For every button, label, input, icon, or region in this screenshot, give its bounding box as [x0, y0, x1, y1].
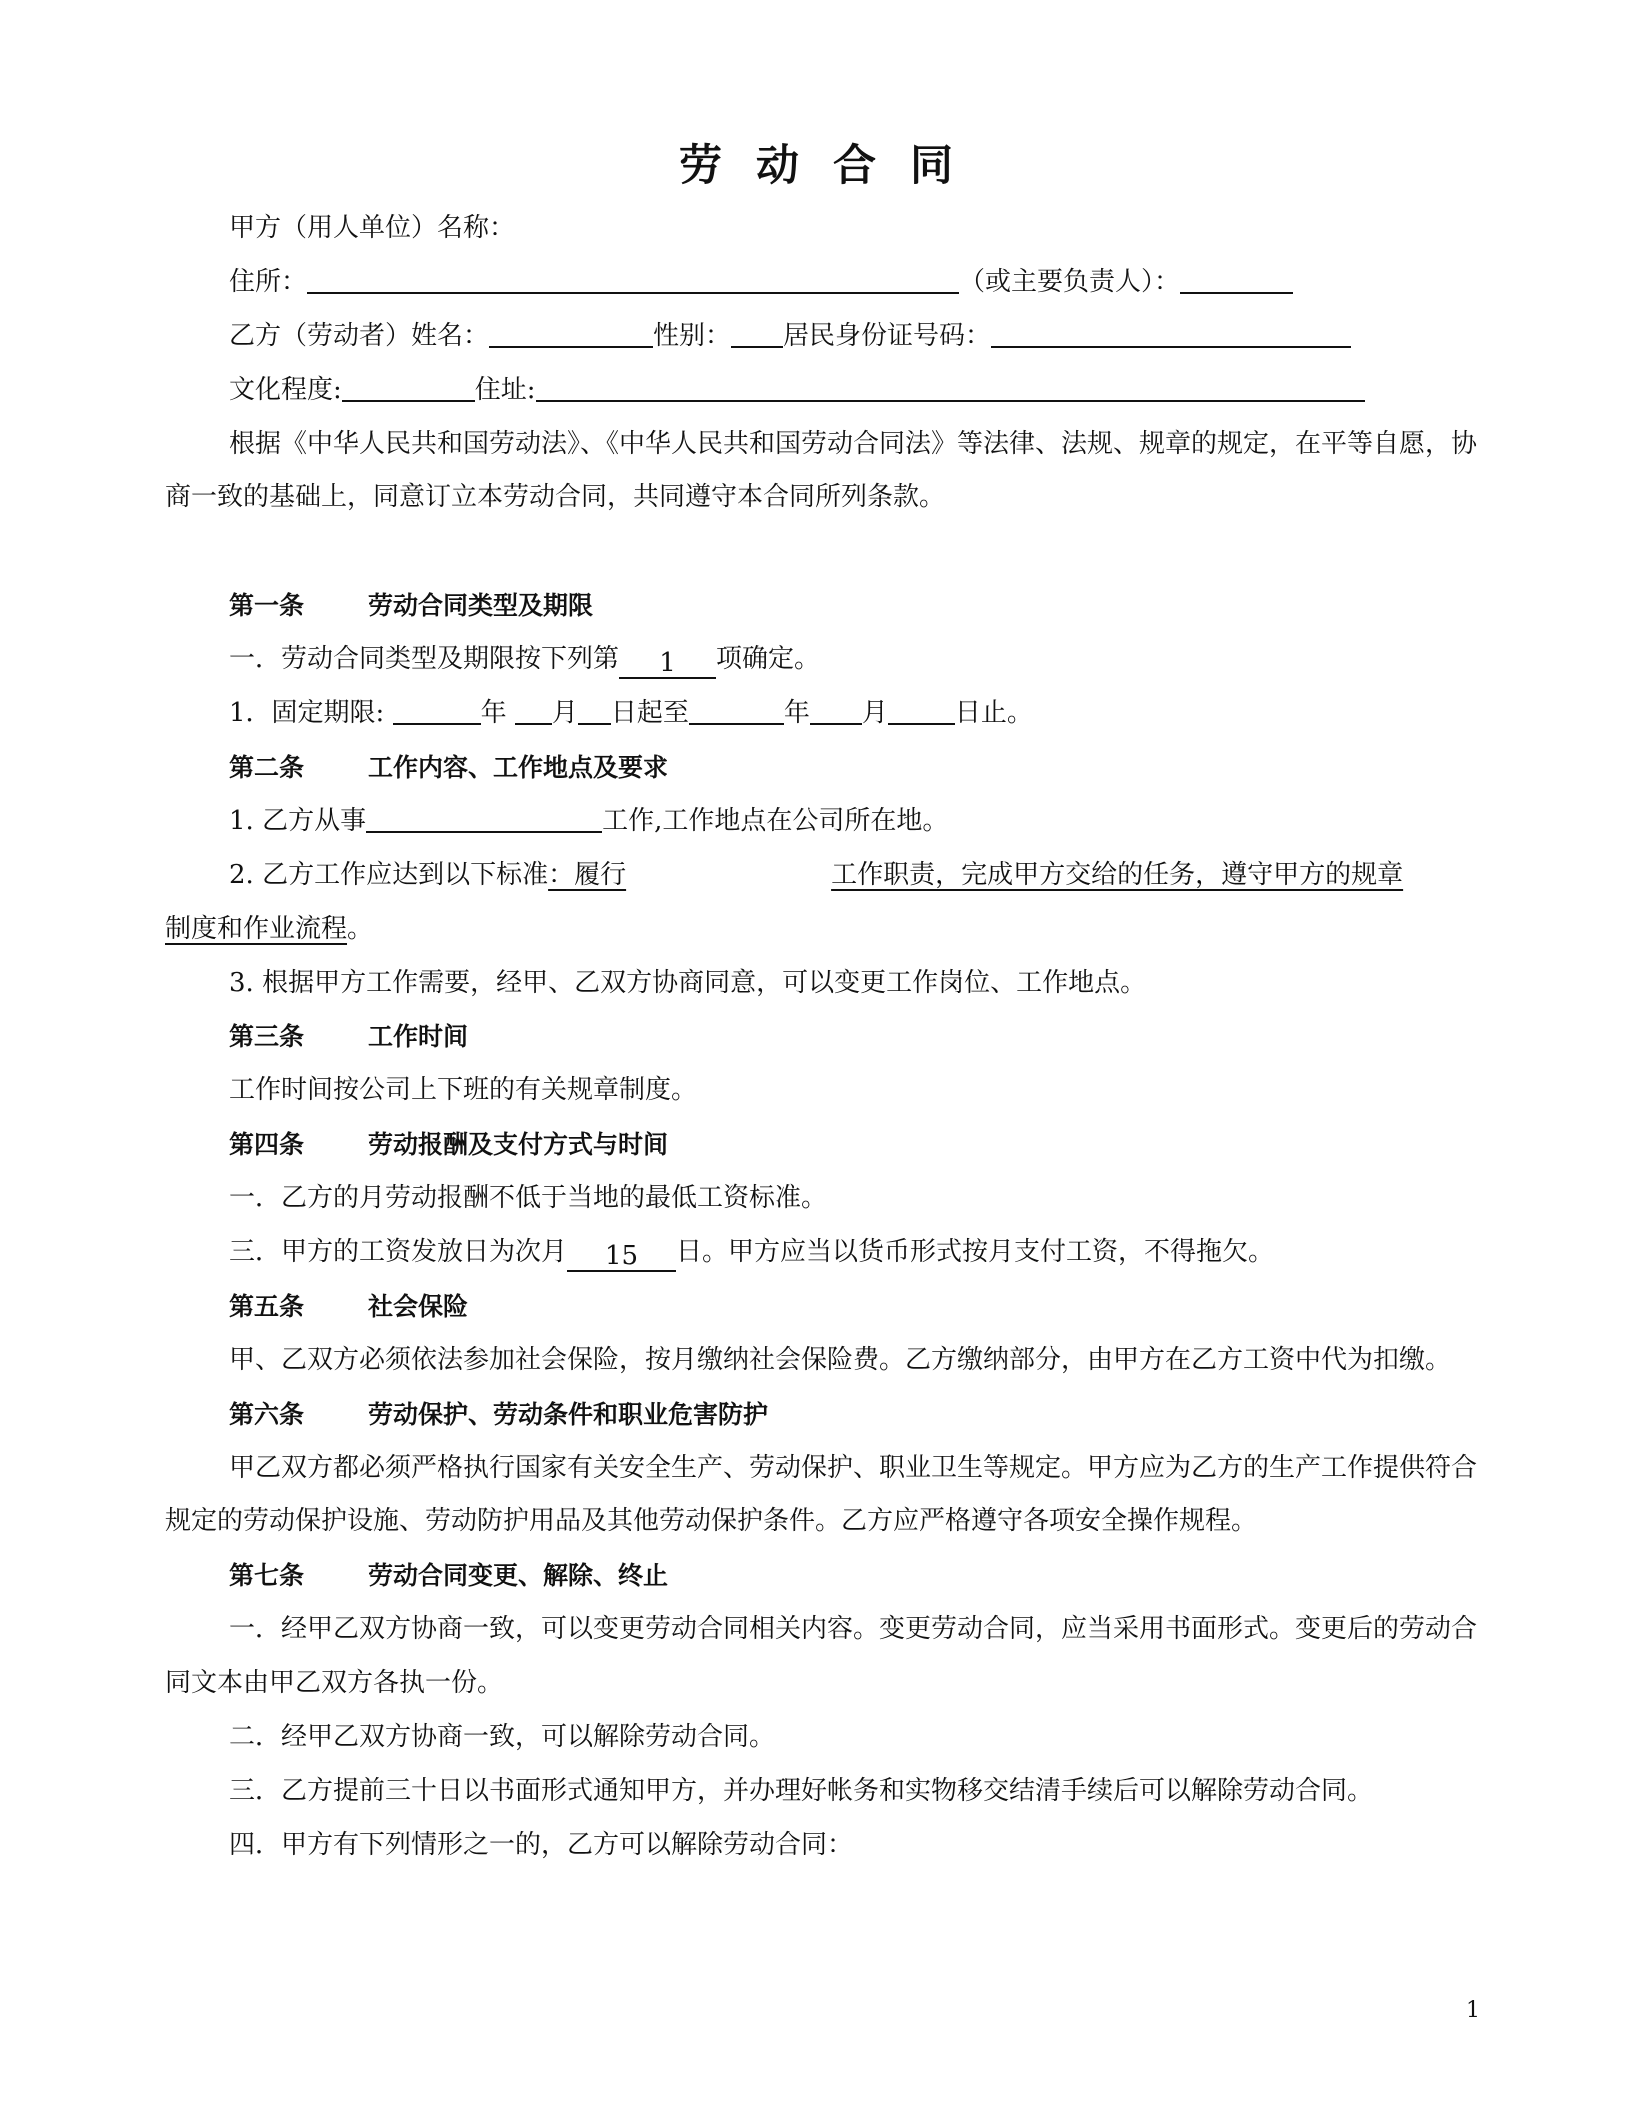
- id-blank[interactable]: [991, 318, 1351, 348]
- article-title: 劳动保护、劳动条件和职业危害防护: [368, 1399, 769, 1429]
- job-blank[interactable]: [366, 803, 602, 833]
- article-1-line-1: [165, 633, 1477, 687]
- article-title: 社会保险: [368, 1291, 469, 1321]
- text: 日止。: [954, 698, 1033, 729]
- end-month-blank[interactable]: [810, 695, 862, 725]
- payday-blank[interactable]: 15: [567, 1242, 676, 1272]
- article-number: 第一条: [229, 591, 305, 621]
- article-2-line-1: [165, 795, 1477, 849]
- article-title: 工作内容、工作地点及要求: [368, 752, 669, 782]
- article-7-paragraph-1: 一．经甲乙双方协商一致，可以变更劳动合同相关内容。变更劳动合同，应当采用书面形式。变更后的劳动合同文本由甲乙双方各执一份。: [165, 1614, 1478, 1699]
- text: 年: [783, 698, 810, 729]
- start-day-blank[interactable]: [578, 695, 611, 725]
- article-2-line-3: 3. 根据甲方工作需要，经甲、乙双方协商同意，可以变更工作岗位、工作地点。: [229, 967, 1147, 998]
- start-year-blank[interactable]: [393, 695, 481, 725]
- party-a-line: [165, 202, 1477, 256]
- start-month-blank[interactable]: [515, 695, 552, 725]
- preamble: 根据《中华人民共和国劳动法》、《中华人民共和国劳动合同法》等法律、法规、规章的规定，在平等自愿，协商一致的基础上，同意订立本劳动合同，共同遵守本合同所列条款。: [165, 428, 1478, 513]
- text: 2. 乙方工作应达到以下标准: [229, 859, 549, 890]
- article-1-line-2: [165, 687, 1477, 741]
- article-title: 劳动报酬及支付方式与时间: [368, 1130, 669, 1160]
- text: 日。甲方应当以货币形式按月支付工资，不得拖欠。: [676, 1236, 1275, 1267]
- end-year-blank[interactable]: [689, 695, 784, 725]
- contract-type-blank[interactable]: 1: [619, 649, 716, 679]
- article-number: 第三条: [229, 1022, 305, 1052]
- address-label: 住所：: [229, 266, 308, 297]
- article-4-line-1: 一．乙方的月劳动报酬不低于当地的最低工资标准。: [229, 1183, 828, 1214]
- name-blank[interactable]: [489, 318, 653, 348]
- residence-blank[interactable]: [536, 372, 1365, 402]
- page-number: 1: [1466, 1998, 1480, 2023]
- article-2-heading: [165, 741, 1477, 795]
- article-6-heading: [165, 1388, 1477, 1442]
- gender-label: 性别：: [653, 320, 732, 351]
- standard-underlined: [548, 860, 1403, 890]
- article-6-paragraph: 甲乙双方都必须严格执行国家有关安全生产、劳动保护、职业卫生等规定。甲方应为乙方的生产工作提供符合规定的劳动保护设施、劳动防护用品及其他劳动保护条件。乙方应严格遵守各项安全操作规程。: [165, 1452, 1478, 1537]
- article-number: 第七条: [229, 1561, 305, 1591]
- text: 1. 乙方从事: [229, 805, 367, 836]
- text: 项确定。: [716, 644, 821, 675]
- article-7-line-3: 三．乙方提前三十日以书面形式通知甲方，并办理好帐务和实物移交结清手续后可以解除劳动合同。: [229, 1775, 1374, 1806]
- article-title: 工作时间: [368, 1022, 469, 1052]
- article-title: 劳动合同类型及期限: [368, 591, 594, 621]
- text: 月: [861, 698, 888, 729]
- article-7-heading: [165, 1549, 1477, 1603]
- article-4-heading: [165, 1118, 1477, 1172]
- article-3-heading: [165, 1010, 1477, 1064]
- address-blank[interactable]: [307, 264, 959, 294]
- article-5-paragraph: 甲、乙双方必须依法参加社会保险，按月缴纳社会保险费。乙方缴纳部分，由甲方在乙方工资中代为扣缴。: [229, 1344, 1452, 1375]
- article-number: 第五条: [229, 1291, 305, 1321]
- article-5-heading: [165, 1280, 1477, 1334]
- text: 1．固定期限:: [229, 698, 385, 729]
- education-line: [165, 364, 1477, 418]
- id-label: 居民身份证号码：: [783, 320, 992, 351]
- text: 工作职责，完成甲方交给的任务，遵守甲方的规章: [831, 859, 1404, 890]
- text: 日起至: [610, 698, 689, 729]
- text: 工作,工作地点在公司所在地。: [602, 805, 949, 836]
- article-7-line-2: 二．经甲乙双方协商一致，可以解除劳动合同。: [229, 1722, 776, 1753]
- article-1-heading: [165, 579, 1477, 633]
- article-4-line-2: [165, 1226, 1477, 1280]
- party-a-label: 甲方（用人单位）名称：: [229, 213, 516, 243]
- article-title: 劳动合同变更、解除、终止: [368, 1561, 669, 1591]
- article-7-line-4: 四．甲方有下列情形之一的，乙方可以解除劳动合同：: [229, 1829, 854, 1860]
- education-blank[interactable]: [342, 372, 475, 402]
- responsible-blank[interactable]: [1180, 264, 1293, 294]
- responsible-label: （或主要负责人）：: [959, 266, 1181, 297]
- text: 月: [551, 698, 578, 729]
- text: 一．劳动合同类型及期限按下列第: [229, 644, 620, 675]
- end-day-blank[interactable]: [888, 695, 955, 725]
- gender-blank[interactable]: [731, 318, 783, 348]
- party-b-line: [165, 310, 1477, 364]
- spacer: [165, 525, 1477, 579]
- text: 年: [480, 698, 507, 729]
- document-title: 劳动合同: [679, 141, 987, 191]
- text: 三．甲方的工资发放日为次月: [229, 1236, 568, 1267]
- article-number: 第二条: [229, 752, 305, 782]
- article-3-line-1: 工作时间按公司上下班的有关规章制度。: [229, 1075, 698, 1106]
- address-line: [165, 256, 1477, 310]
- education-label: 文化程度:: [229, 374, 342, 405]
- article-number: 第四条: [229, 1130, 305, 1160]
- residence-label: 住址:: [474, 374, 536, 405]
- party-b-label: 乙方（劳动者）姓名：: [229, 320, 490, 351]
- text: 。: [347, 913, 374, 944]
- text: 制度和作业流程: [165, 913, 348, 944]
- article-number: 第六条: [229, 1399, 305, 1429]
- article-2-line-2: [165, 849, 1477, 903]
- text: ：履行: [548, 859, 627, 890]
- contract-body: [165, 202, 1477, 1873]
- article-2-line-2-cont: [165, 903, 1477, 957]
